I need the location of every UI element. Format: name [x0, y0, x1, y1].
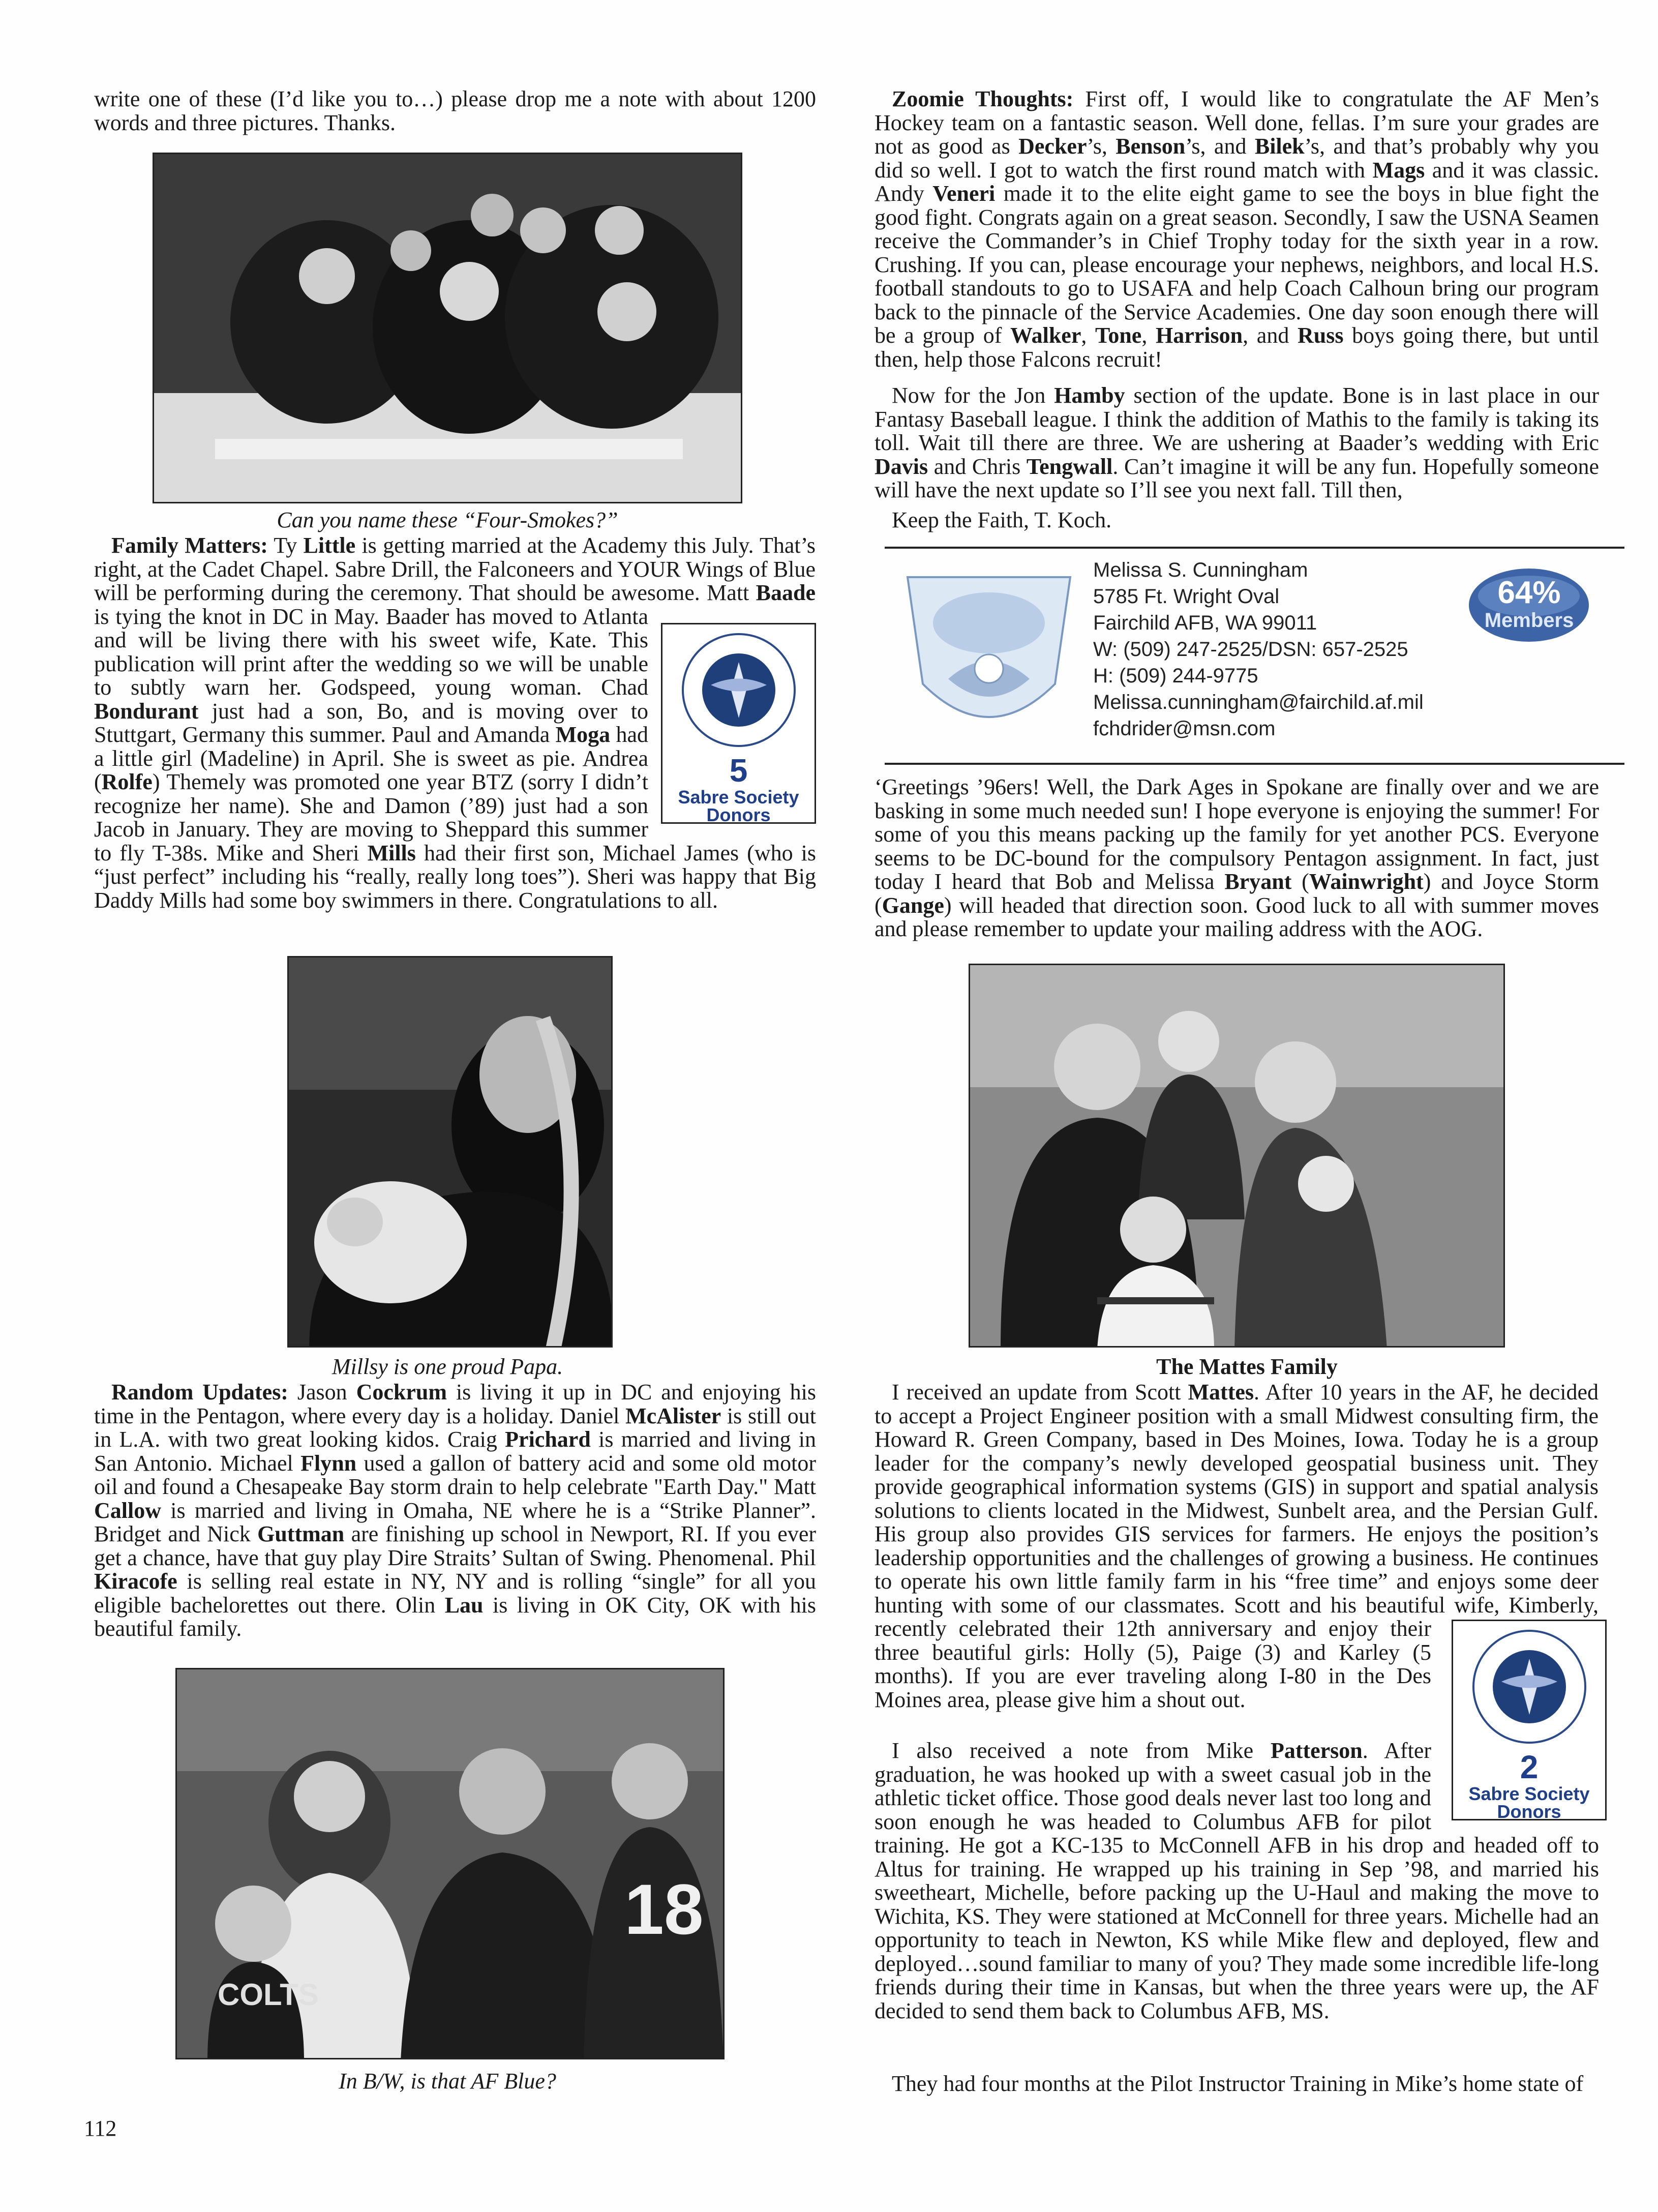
- mattes-family-photo-art: [970, 965, 1505, 1348]
- section-heading-family-matters: Family Matters:: [111, 533, 268, 558]
- sabre-society-badge-left: [661, 623, 816, 824]
- proud-papa-photo-art: [289, 958, 613, 1348]
- hamby-paragraph: Now for the Jon Hamby section of the update. Bone is in last place in our Fantasy Baseball league. I think the addition of Mathis to the family is taking its toll. Wait till there are three. We are ushering at Baader’s wedding with Eric Davis and Chris Tengwall. Can’t imagine it will be any fun. Hopefully someone will have the next update so I’ll see you next fall. Till then,: [875, 383, 1600, 502]
- proud-papa-photo: [287, 956, 613, 1348]
- sabre-society-seal-icon: [680, 632, 797, 749]
- photo-caption-af-blue: In B/W, is that AF Blue?: [339, 2069, 556, 2094]
- jersey-colts-text: COLTS: [218, 1978, 319, 2012]
- contact-name: Melissa S. Cunningham: [1093, 559, 1308, 581]
- signoff-line: Keep the Faith, T. Koch.: [892, 507, 1112, 532]
- section-heading-random-updates: Random Updates:: [111, 1380, 288, 1404]
- photo-caption-proud-papa: Millsy is one proud Papa.: [331, 1354, 563, 1379]
- jersey-number-text: 18: [624, 1869, 704, 1949]
- donor-label-2: Donors: [706, 804, 771, 825]
- class-crest-icon: [902, 567, 1075, 750]
- last-line: They had four months at the Pilot Instructor Training in Mike’s home state of: [892, 2071, 1584, 2096]
- contact-work-phone: W: (509) 247-2525/DSN: 657-2525: [1093, 638, 1408, 661]
- sabre-society-seal-icon: [1471, 1628, 1588, 1745]
- donor-label-2: Donors: [1497, 1801, 1561, 1822]
- donor-label-1: Sabre Society: [1468, 1783, 1590, 1804]
- af-blue-photo: [175, 1668, 725, 2059]
- greetings-paragraph: ‘Greetings ’96ers! Well, the Dark Ages in Spokane are finally over and we are basking in some much needed sun! I hope everyone is enjoying the summer! For some of you this means packing up the family for yet another PCS. Everyone seems to be DC-bound for the compulsory Pentagon assignment. In fact, just today I heard that Bob and Melissa Bryant (Wainwright) and Joyce Storm (Gange) will headed that direction soon. Good luck to all with summer moves and please remember to update your mailing address with the AOG.: [875, 774, 1599, 941]
- four-smokes-photo-art: [154, 154, 742, 503]
- mattes-family-photo: [969, 964, 1505, 1348]
- members-label: Members: [1484, 609, 1574, 632]
- intro-paragraph: write one of these (I’d like you to…) please drop me a note with about 1200 words and three pictures. Thanks.: [94, 86, 816, 135]
- page-number: 112: [84, 2116, 117, 2141]
- random-updates-paragraph: Random Updates: Jason Cockrum is living it up in DC and enjoying his time in the Pentagon, where every day is a holiday. Daniel McAlister is still out in L.A. with two great looking kidos. Craig Prichard is married and living in San Antonio. Michael Flynn used a gallon of battery acid and some old motor oil and found a Chesapeake Bay storm drain to help celebrate "Earth Day." Matt Callow is married and living in Omaha, NE where he is a “Strike Planner”. Bridget and Nick Guttman are finishing up school in Newport, RI. If you ever get a chance, have that guy play Dire Straits’ Sultan of Swing. Phenomenal. Phil Kiracofe is selling real estate in NY, NY and is rolling “single” for all you eligible bachelorettes out there. Olin Lau is living in OK City, OK with his beautiful family.: [94, 1380, 817, 1641]
- donor-label-1: Sabre Society: [678, 787, 799, 808]
- patterson-paragraph: I also received a note from Mike Patterson. After graduation, he was hooked up with a sweet casual job in the athletic ticket office. Those good deals never last too long and soon enough he was headed to Columbus AFB for pilot training. He got a KC-135 to McConnell AFB in his drop and headed off to Altus for training. He wrapped up his training in Sep ’98, and married his sweetheart, Michelle, before packing up the U-Haul and making the move to Wichita, KS. They were stationed at McConnell for three years. Michelle had an opportunity to teach in Newton, KS while Mike flew and deployed, flew and deployed…sound familiar to many of you? They made some incredible life-long friends during their time in Kansas, but when the three years were up, the AF decided to send them back to Columbus AFB, MS.: [875, 1738, 1599, 2023]
- donor-count: 2: [1520, 1749, 1539, 1785]
- contact-home-phone: H: (509) 244-9775: [1093, 665, 1258, 687]
- photo-caption-four-smokes: Can you name these “Four-Smokes?”: [277, 507, 618, 532]
- donor-count: 5: [729, 752, 748, 789]
- contact-email-2[interactable]: fchdrider@msn.com: [1093, 718, 1276, 740]
- af-blue-photo-art: [177, 1669, 725, 2059]
- four-smokes-photo: [153, 153, 742, 503]
- photo-caption-mattes-family: The Mattes Family: [1156, 1354, 1338, 1379]
- contact-city: Fairchild AFB, WA 99011: [1093, 612, 1317, 634]
- mattes-paragraph: I received an update from Scott Mattes. After 10 years in the AF, he decided to accept a Project Engineer position with a small Midwest consulting firm, the Howard R. Green Company, based in Des Moines, Iowa. Today he is a group leader for the company’s newly developed geospatial business unit. They provide geographical information systems (GIS) in support and spatial analysis solutions to clients located in the Midwest, Sunbelt area, and the Persian Gulf. His group also provides GIS services for farmers. He enjoys the position’s leadership opportunities and the challenges of growing a business. He continues to operate his own little family farm in his “free time” and enjoys some deer hunting with some of our classmates. Scott and his beautiful wife, Kimberly, recently celebrated their 12th anniversary and enjoy their three beautiful girls: Holly (5), Paige (3) and Karley (5 months). If you are ever traveling along I-80 in the Des Moines area, please give him a shout out.: [875, 1380, 1599, 1712]
- contact-address: 5785 Ft. Wright Oval: [1093, 585, 1280, 608]
- family-matters-paragraph: Family Matters: Ty Little is getting married at the Academy this July. That’s right, at the Cadet Chapel. Sabre Drill, the Falconeers and YOUR Wings of Blue will be performing during the ceremony. That should be awesome. Matt Baade is tying the knot in DC in May. Baader has moved to Atlanta and will be living there with his sweet wife, Kate. This publication will print after the wedding so we will be unable to subtly warn her. Godspeed, young woman. Chad Bondurant just had a son, Bo, and is moving over to Stuttgart, Germany this summer. Paul and Amanda Moga had a little girl (Madeline) in April. She is sweet as pie. Andrea (Rolfe) Themely was promoted one year BTZ (sorry I didn’t recognize her name). She and Damon (’89) just had a son Jacob in January. They are moving to Sheppard this summer to fly T-38s. Mike and Sheri Mills had their first son, Michael James (who is “just perfect” including his “really, really long toes”). Sheri was happy that Big Daddy Mills had some boy swimmers in there. Congratulations to all.: [94, 533, 817, 913]
- contact-top-rule: [885, 547, 1624, 549]
- members-percentage-badge: [1467, 564, 1591, 646]
- zoomie-thoughts-paragraph: Zoomie Thoughts: First off, I would like to congratulate the AF Men’s Hockey team on a fantastic season. Well done, fellas. I’m sure your grades are not as good as Decker’s, Benson’s, and Bilek’s, and that’s probably why you did so well. I got to watch the first round match with Mags and it was classic. Andy Veneri made it to the elite eight game to see the boys in blue fight the good fight. Congrats again on a great season. Secondly, I saw the USNA Seamen receive the Commander’s in Chief Trophy today for the sixth year in a row. Crushing. If you can, please encourage your nephews, neighbors, and local H.S. football standouts to go to USAFA and help Coach Calhoun bring our program back to the pinnacle of the Service Academies. One day soon enough there will be a group of Walker, Tone, Harrison, and Russ boys going there, but until then, help those Falcons recruit!: [875, 86, 1600, 372]
- section-heading-zoomie-thoughts: Zoomie Thoughts:: [892, 86, 1074, 111]
- contact-email-1[interactable]: Melissa.cunningham@fairchild.af.mil: [1093, 691, 1424, 713]
- members-percent: 64%: [1497, 575, 1561, 610]
- contact-bottom-rule: [885, 763, 1624, 765]
